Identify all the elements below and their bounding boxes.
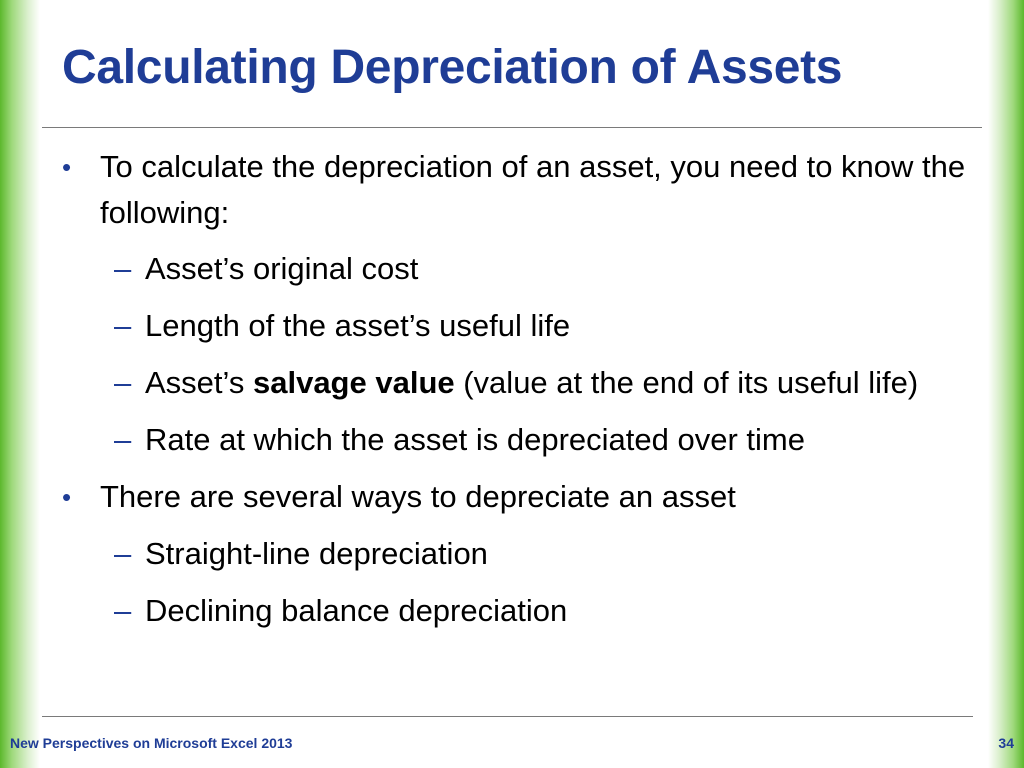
sub-item-text: Length of the asset’s useful life <box>145 308 571 343</box>
sub-bullet-marker: – <box>114 422 132 457</box>
footer-text: New Perspectives on Microsoft Excel 2013 <box>10 735 293 751</box>
sub-item-declining-balance <box>62 588 980 634</box>
sub-item-text: Straight-line depreciation <box>145 536 488 571</box>
sub-item-text: Asset’s original cost <box>145 251 419 286</box>
sub-item-text-post: (value at the end of its useful life) <box>454 365 919 400</box>
bullet-marker: • <box>62 482 72 512</box>
sub-bullet-marker: – <box>114 536 132 571</box>
sub-item-useful-life <box>62 303 980 349</box>
sub-item-text-pre: Asset’s <box>145 365 253 400</box>
slide-title: Calculating Depreciation of Assets <box>62 41 843 94</box>
sub-item-original-cost <box>62 246 980 292</box>
sub-bullet-marker: – <box>114 593 132 628</box>
bullet-2 <box>62 474 980 520</box>
sub-bullet-marker: – <box>114 365 132 400</box>
salvage-value-term: salvage value <box>252 365 455 400</box>
footer-divider <box>42 716 973 717</box>
sub-item-salvage-value <box>62 360 980 406</box>
bullet-marker: • <box>62 152 72 182</box>
left-green-border <box>0 0 40 768</box>
sub-item-text: Rate at which the asset is depreciated over time <box>145 422 805 457</box>
sub-bullet-marker: – <box>114 308 132 343</box>
page-number: 34 <box>998 735 1014 751</box>
sub-bullet-marker: – <box>114 251 132 286</box>
bullet-2-text: There are several ways to depreciate an asset <box>100 479 736 514</box>
sub-item-text: Declining balance depreciation <box>145 593 568 628</box>
sub-item-rate <box>62 417 980 463</box>
sub-item-straight-line <box>62 531 980 577</box>
bullet-1 <box>62 144 980 236</box>
title-divider <box>42 127 982 128</box>
bullet-1-text: To calculate the depreciation of an asset, you need to know the following: <box>100 149 966 230</box>
slide-content <box>62 144 980 634</box>
right-green-border <box>988 0 1024 768</box>
